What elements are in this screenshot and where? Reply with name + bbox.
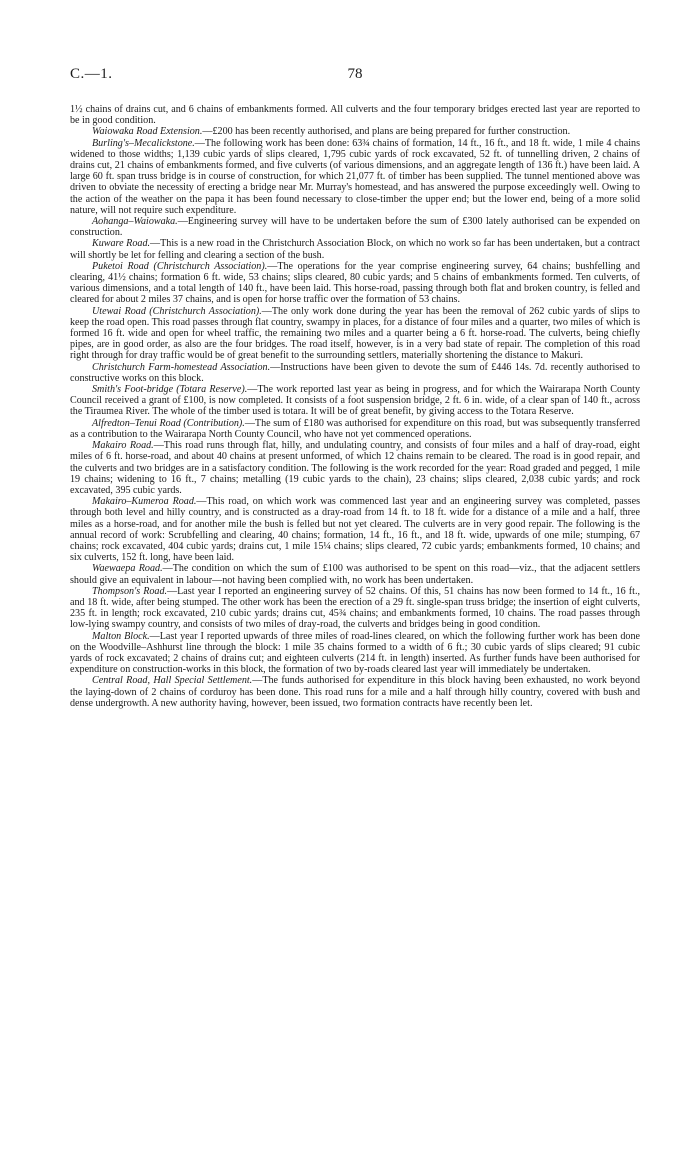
paragraph-text: —This road, on which work was commenced last year and an engineering survey was completed, passes through both level and hilly country, and is constructed as a dray-road from 14 ft. to 18 ft. wide for a distance of a mile and a half, three miles as a horse-road, and for another mile the bush is felled but not yet cleared. The culverts are in very good repair. The following is the annual record of work: Scrubfelling and clearing, 40 chains; formation, 14 ft., 16 ft., and 18 ft. wide, upwards of one mile; stumping, 67 chains; rock excavated, 404 cubic yards; drains cut, 1 mile 15¼ chains; slips cleared, 72 cubic yards; embankments formed, 10 chains; and six culverts, 152 ft. long, have been laid. bbox=[70, 496, 640, 564]
paragraph-text: —The work reported last year as being in progress, and for which the Wairarapa North County Council received a grant of £100, is now completed. It consists of a foot suspension bridge, 2 ft. 6 in. wide, of a clear span of 140 ft., across the Tiraumea River. The whole of the timber used is totara. It will be of great benefit, by giving access to the Totara Reserve. bbox=[70, 384, 640, 418]
paragraph bbox=[70, 496, 640, 563]
paragraph bbox=[70, 631, 640, 676]
paragraph-title: Kuware Road. bbox=[92, 238, 151, 250]
paragraph-text: 1½ chains of drains cut, and 6 chains of embankments formed. All culverts and the four temporary bridges erected last year are reported to be in good condition. bbox=[70, 104, 640, 127]
paragraph bbox=[70, 126, 640, 137]
paragraph bbox=[70, 362, 640, 384]
paragraph-title: Smith's Foot-bridge (Totara Reserve). bbox=[92, 384, 248, 396]
body-text bbox=[70, 104, 640, 709]
paragraph bbox=[70, 418, 640, 440]
paragraph-text: —Last year I reported upwards of three miles of road-lines cleared, on which the following further work has been done on the Woodville–Ashhurst line through the block: 1 mile 35 chains formed to a width of 6 ft.; 30 cubic yards of slips cleared; 91 cubic yards of rock excavated; 2 chains of drains cut; and eighteen culverts (214 ft. in length) inserted. As further funds have been authorised for expenditure on construction-works in this block, the formation of two by-roads cleared last year will immediately be undertaken. bbox=[70, 630, 641, 676]
paragraph-title: Puketoi Road (Christchurch Association). bbox=[92, 260, 268, 272]
paragraph bbox=[70, 216, 640, 238]
paragraph-text: —The condition on which the sum of £100 was authorised to be spent on this road—viz., that the adjacent settlers should give an equivalent in labour—not having been complied with, no work has been undertaken. bbox=[70, 563, 640, 586]
paragraph bbox=[70, 238, 640, 260]
paragraph bbox=[70, 104, 640, 126]
paragraph-title: Burling's–Mecalickstone. bbox=[92, 137, 195, 149]
paragraph-text: —The funds authorised for expenditure in this block having been exhausted, no work beyond the laying-down of 2 chains of corduroy has been done. This road runs for a mile and a half through hilly country, covered with bush and dense undergrowth. A new authority having, however, been issued, two formation contracts have recently been let. bbox=[70, 675, 640, 709]
paragraph-title: Malton Block. bbox=[92, 630, 150, 642]
paragraph-text: —This is a new road in the Christchurch Association Block, on which no work so far has been undertaken, but a contract will shortly be let for felling and clearing a section of the bush. bbox=[70, 238, 640, 261]
paragraph bbox=[70, 384, 640, 418]
paragraph bbox=[70, 586, 640, 631]
paragraph-text: —The following work has been done: 63¾ chains of formation, 14 ft., 16 ft., and 18 ft. wide, 1 mile 4 chains widened to those widths; 1,139 cubic yards of slips cleared, 1,795 cubic yards of rock excavated, 52 ft. of tunnelling driven, 2 chains of drains cut, 21 chains of embankments formed, and five culverts (of various dimensions, and an aggregate length of 136 ft.) have been laid. A large 60 ft. span truss bridge is in course of construction, for which 21,077 ft. of timber has been supplied. The tunnel mentioned above was driven to obviate the necessity of erecting a bridge near Mr. Murray's homestead, and has answered the purpose exceedingly well. Owing to the action of the weather on the papa it has been found necessary to close-timber the upper end; but the lower end, being of a more solid nature, will not require such expenditure. bbox=[70, 137, 640, 216]
paragraph-text: —Engineering survey will have to be undertaken before the sum of £300 lately authorised can be expended on construction. bbox=[70, 216, 640, 239]
paragraph-text: —Instructions have been given to devote the sum of £446 14s. 7d. recently authorised to constructive works on this block. bbox=[70, 361, 640, 384]
paragraph-title: Thompson's Road. bbox=[92, 585, 168, 597]
paragraph-text: —This road runs through flat, hilly, and undulating country, and consists of four miles and a half of dray-road, eight miles of 6 ft. horse-road, and about 40 chains at present unformed, of which 12 chains remain to be cleared. The road is in good repair, and the culverts and two bridges are in a satisfactory condition. The following is the work recorded for the year: Road graded and pegged, 1 mile 19 chains; widening to 16 ft., 7 chains; metalling (19 cubic yards to the chain), 23 chains; slips cleared, 2,038 cubic yards; and rock excavated, 395 cubic yards. bbox=[70, 440, 640, 496]
paragraph-title: Central Road, Hall Special Settlement. bbox=[92, 675, 253, 687]
paragraph-text: —The only work done during the year has been the removal of 262 cubic yards of slips to keep the road open. This road passes through flat country, swampy in places, for a distance of four miles and a quarter, two miles of which is formed 16 ft. wide and open for wheel traffic, the remaining two miles and a quarter being a 6 ft. horse-road. The culverts, being chiefly pipes, are in good order, as also are the four bridges. The road itself, however, is in a very bad state of repair. The completion of this road right through for dray traffic would be of great benefit to the surrounding settlers, materially shortening the distance to Makuri. bbox=[70, 305, 640, 362]
paragraph bbox=[70, 563, 640, 585]
paragraph-title: Waiowaka Road Extension. bbox=[92, 126, 203, 138]
paragraph-text: —The operations for the year comprise engineering survey, 64 chains; bushfelling and clearing, 41½ chains; formation 6 ft. wide, 53 chains; slips cleared, 80 cubic yards; and 5 chains of embankments formed. Ten culverts, of various dimensions, and a total length of 140 ft., have been laid. This horse-road, passing through both flat and broken country, is felled and cleared for about 2 miles 37 chains, and is open for horse traffic over the formation of 53 chains. bbox=[70, 260, 640, 306]
page-number: 78 bbox=[347, 66, 363, 82]
paragraph-text: —The sum of £180 was authorised for expenditure on this road, but was subsequently transferred as a contribution to the Wairarapa North County Council, who have not yet commenced operations. bbox=[70, 417, 641, 440]
paragraph bbox=[70, 675, 640, 709]
paragraph-title: Aohanga–Waiowaka. bbox=[92, 216, 178, 228]
paragraph-title: Utewai Road (Christchurch Association). bbox=[92, 305, 262, 317]
paragraph bbox=[70, 261, 640, 306]
paragraph-title: Alfredton–Tenui Road (Contribution). bbox=[92, 417, 245, 429]
paragraph-text: —Last year I reported an engineering survey of 52 chains. Of this, 51 chains has now been formed to 14 ft., 16 ft., and 18 ft. wide, after being stumped. The other work has been the erection of a 29 ft. single-span truss bridge; the insertion of eight culverts, 235 ft. in length; rock excavated, 210 cubic yards; drains cut, 45¾ chains; and embankments formed, 10 chains. The road passes through low-lying swampy country, and consists of two miles of dray-road, the culverts and bridges being in good condition. bbox=[70, 585, 640, 631]
document-reference: C.—1. bbox=[70, 66, 113, 82]
paragraph-title: Makairo–Kumeroa Road. bbox=[92, 496, 197, 508]
paragraph bbox=[70, 138, 640, 216]
paragraph-title: Christchurch Farm-homestead Association. bbox=[92, 361, 271, 373]
paragraph-title: Makairo Road. bbox=[92, 440, 154, 452]
paragraph-title: Waewaepa Road. bbox=[92, 563, 163, 575]
paragraph bbox=[70, 306, 640, 362]
paragraph-text: —£200 has been recently authorised, and plans are being prepared for further construction. bbox=[202, 126, 571, 138]
paragraph bbox=[70, 440, 640, 496]
page-header bbox=[70, 66, 640, 88]
